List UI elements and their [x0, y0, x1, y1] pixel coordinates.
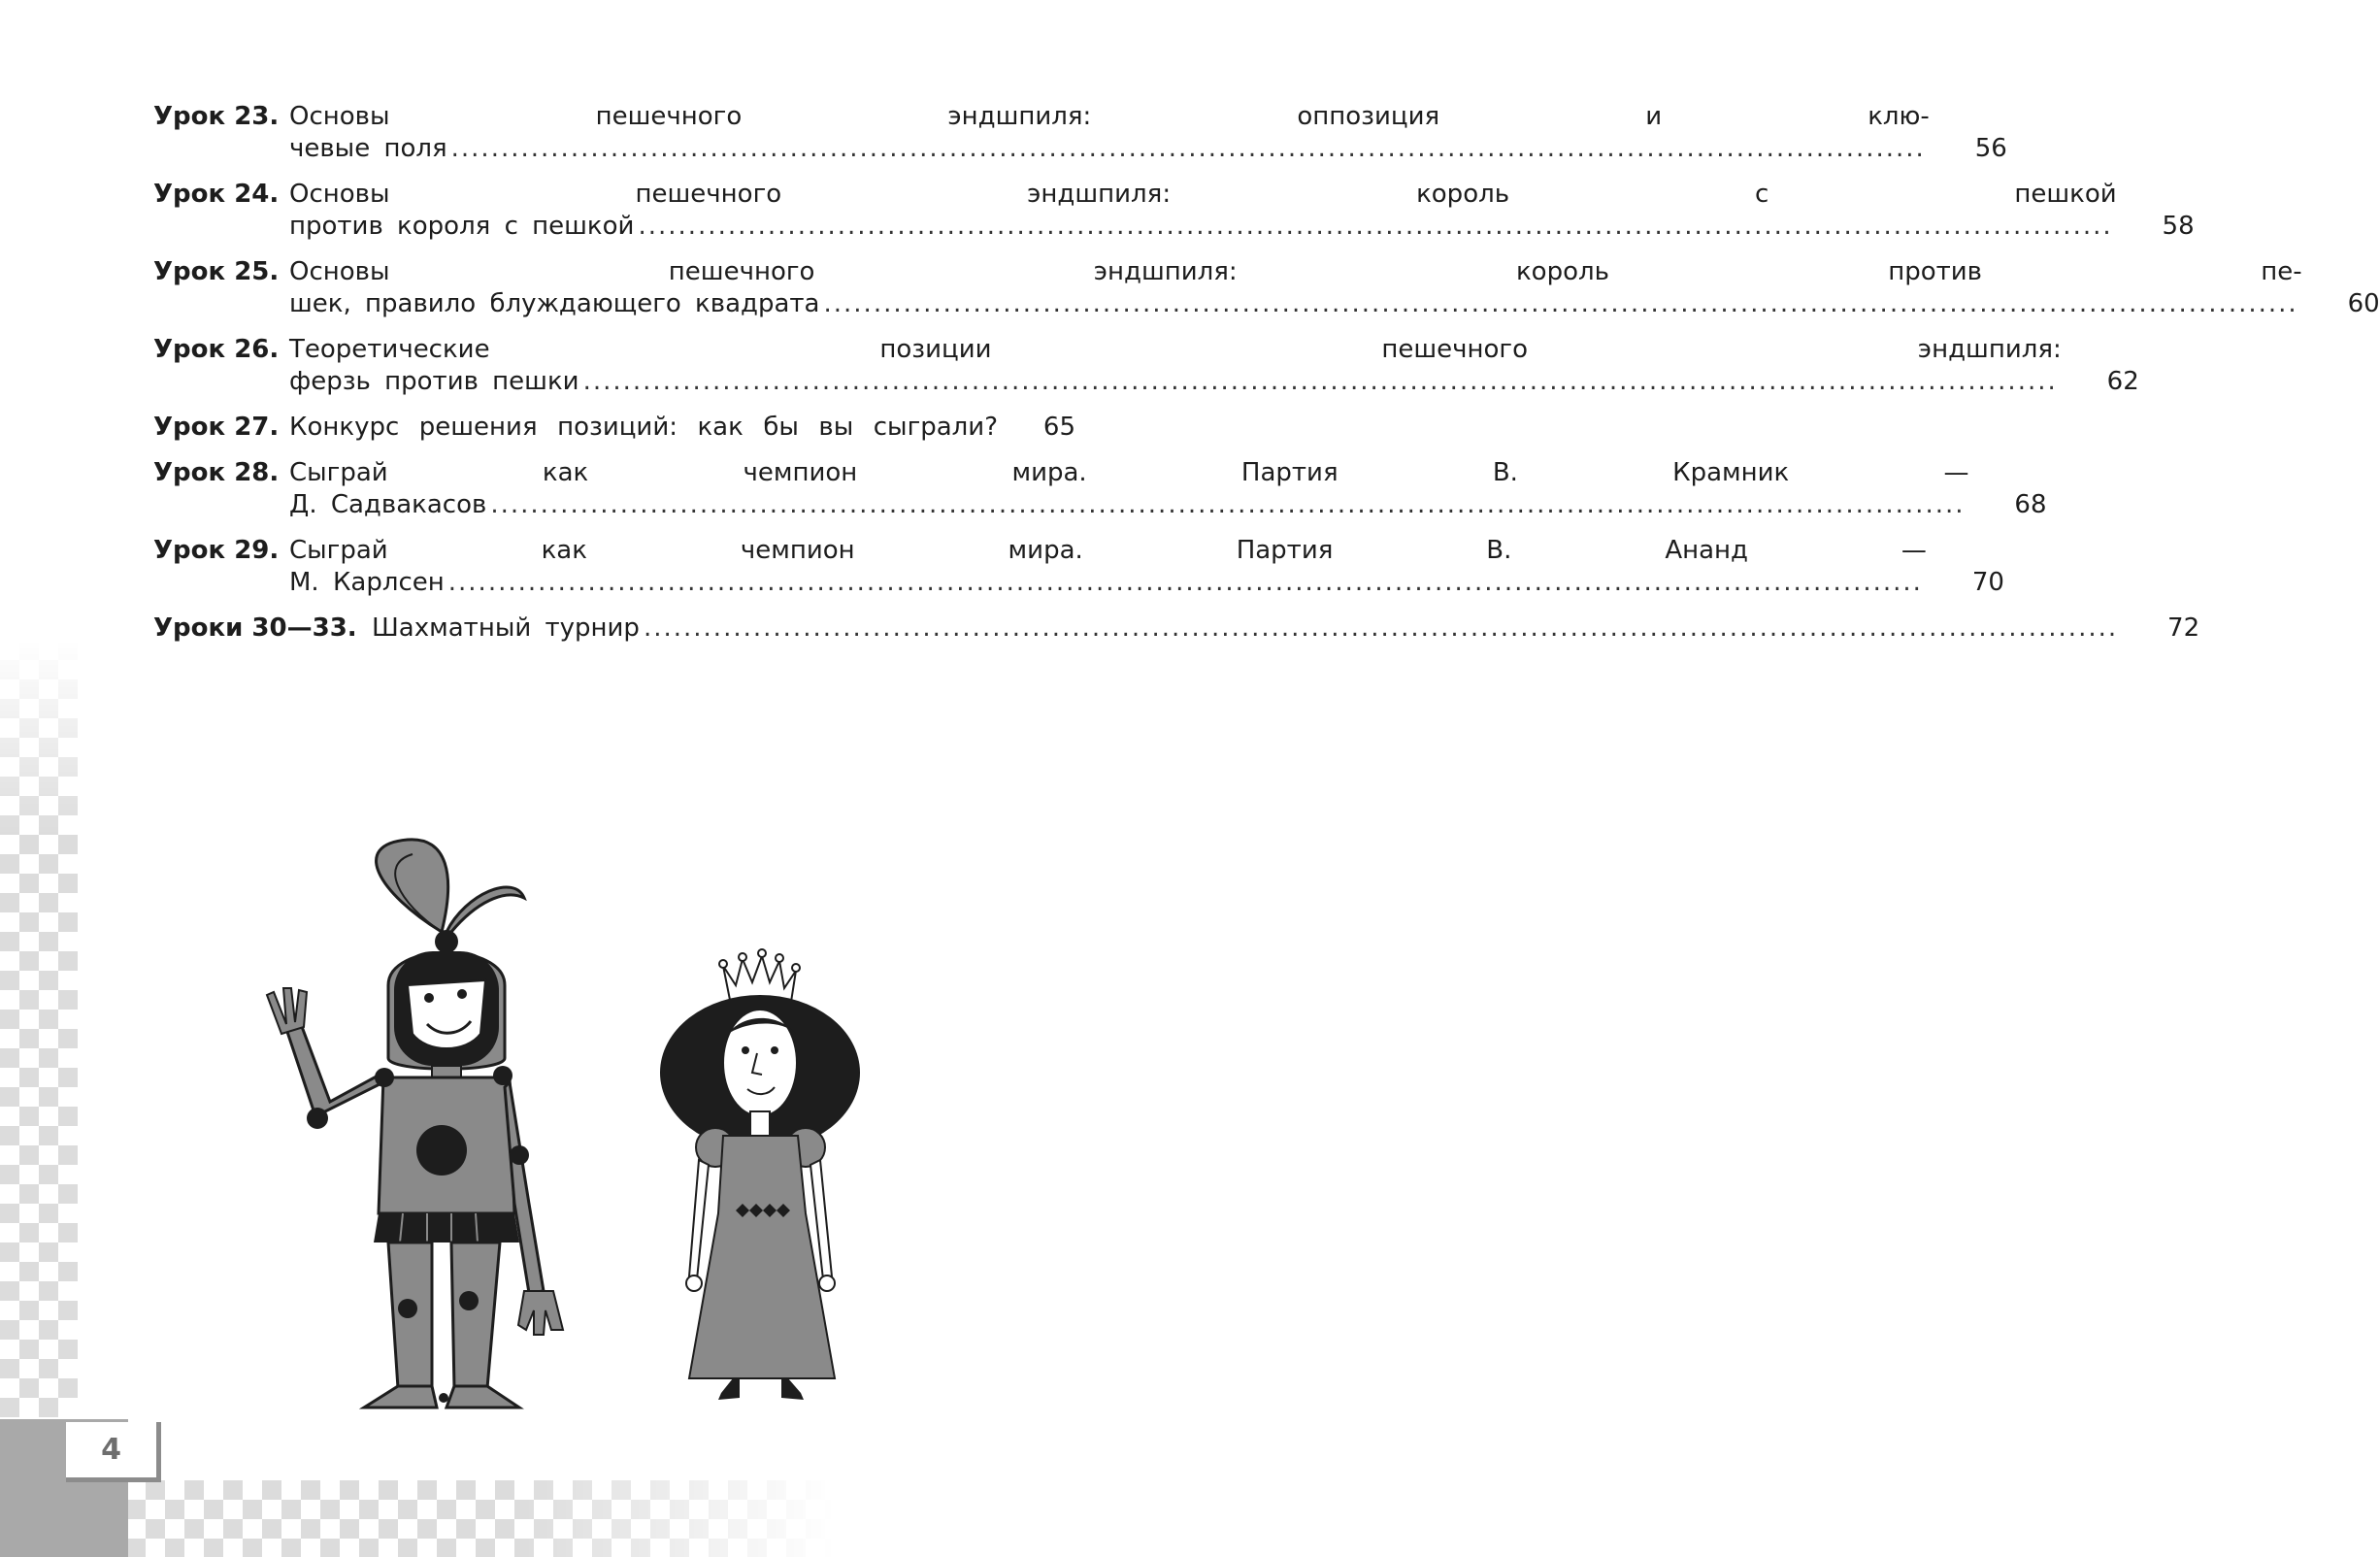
toc-title-line: Основы пешечного эндшпиля: оппозиция и клю- [289, 102, 1930, 131]
toc-entry-lesson-28[interactable] [153, 457, 2047, 521]
toc-lesson-label: Урок 26. [153, 335, 280, 364]
toc-lesson-label: Урок 29. [153, 536, 280, 565]
checkerboard-decoration-left [0, 641, 78, 1417]
princess-crown [723, 956, 796, 1002]
toc-page-number: 65 [1042, 413, 1075, 442]
toc-title-line: чевые поля [289, 134, 447, 163]
dot-leader [638, 211, 2112, 243]
knight-and-princess-illustration [233, 835, 912, 1417]
princess-figure [660, 949, 860, 1400]
toc-lesson-label: Урок 25. [153, 257, 280, 286]
dot-leader [583, 366, 2058, 398]
toc-entry-lesson-23[interactable] [153, 101, 2007, 165]
toc-title-line: Основы пешечного эндшпиля: король против пе- [289, 257, 2302, 286]
page-number-box [66, 1422, 161, 1482]
toc-entry-lesson-26[interactable] [153, 334, 2139, 398]
toc-lesson-label: Урок 27. [153, 413, 280, 442]
toc-lesson-label: Урок 24. [153, 180, 280, 209]
toc-lesson-title [289, 457, 1979, 521]
knight-raised-arm [286, 1024, 383, 1116]
toc-entry-lesson-24[interactable] [153, 179, 2195, 243]
toc-lesson-title [372, 613, 2132, 645]
toc-title-line: Теоретические позиции пешечного эндшпиля: [289, 335, 2062, 364]
knight-figure [267, 840, 563, 1408]
toc-title-line: Сыграй как чемпион мира. Партия В. Крамник — [289, 458, 1969, 487]
toc-lesson-label: Урок 28. [153, 458, 280, 487]
toc-title-line: Основы пешечного эндшпиля: король с пешкой [289, 180, 2117, 209]
dot-leader [451, 133, 1926, 165]
toc-title-line: Конкурс решения позиций: как бы вы сыграли? [289, 413, 998, 442]
toc-page-number: 58 [2162, 212, 2195, 241]
toc-page-number: 68 [2014, 490, 2047, 519]
dot-leader [448, 567, 1923, 599]
toc-page-number: 70 [1971, 568, 2004, 597]
toc-title-line: Шахматный турнир [372, 613, 640, 643]
table-of-contents [153, 101, 2380, 658]
toc-lesson-title [289, 535, 1936, 599]
toc-lesson-title [289, 412, 1008, 444]
toc-title-line: против короля с пешкой [289, 212, 635, 241]
knight-face [408, 980, 485, 1048]
toc-page-number: 72 [2167, 613, 2200, 643]
toc-entry-lesson-25[interactable] [153, 256, 2380, 320]
dot-leader [824, 288, 2298, 320]
toc-title-line: Сыграй как чемпион мира. Партия В. Ананд — [289, 536, 1927, 565]
toc-title-line: Д. Садвакасов [289, 490, 487, 519]
knight-right-leg [451, 1242, 500, 1388]
toc-lesson-label: Урок 23. [153, 102, 280, 131]
dot-leader [490, 489, 1965, 521]
toc-page-number: 56 [1974, 134, 2007, 163]
page-number: 4 [101, 1433, 121, 1467]
toc-entry-lessons-30-33[interactable] [153, 613, 2200, 645]
toc-entry-lesson-27[interactable] [153, 412, 1075, 444]
dot-leader [644, 613, 2118, 645]
toc-lesson-label: Уроки 30—33. [153, 613, 357, 643]
toc-page-number: 62 [2106, 367, 2139, 396]
toc-page-number: 60 [2347, 289, 2380, 318]
toc-lesson-title [289, 334, 2071, 398]
toc-lesson-title [289, 101, 1939, 165]
knight-hand [267, 988, 307, 1034]
toc-title-line: М. Карлсен [289, 568, 445, 597]
toc-title-line: ферзь против пешки [289, 367, 579, 396]
toc-lesson-title [289, 179, 2127, 243]
checkerboard-decoration-bottom [126, 1480, 835, 1557]
toc-lesson-title [289, 256, 2312, 320]
toc-entry-lesson-29[interactable] [153, 535, 2004, 599]
toc-title-line: шек, правило блуждающего квадрата [289, 289, 820, 318]
